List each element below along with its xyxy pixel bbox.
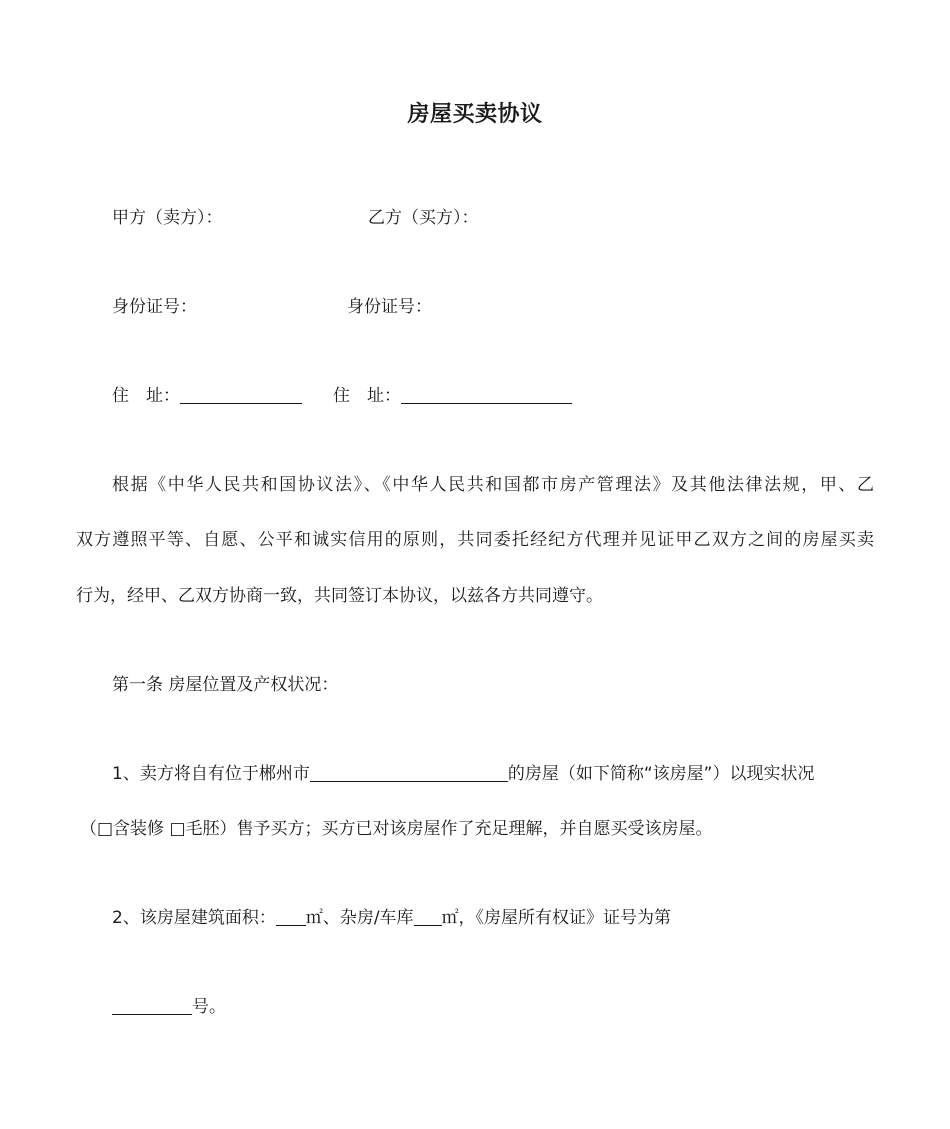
item-1-prefix: 1、卖方将自有位于郴州市 <box>112 764 310 784</box>
item-2-line-2-suffix: 号。 <box>192 997 226 1017</box>
item-1-suffix: 的房屋（如下简称“该房屋”）以现实状况 <box>507 764 815 784</box>
item-2-line-1 <box>112 907 671 929</box>
address-row-a <box>112 385 302 407</box>
item-2-line-2 <box>112 996 226 1018</box>
intro-paragraph-line-1: 根据《中华人民共和国协议法》、《中华人民共和国都市房产管理法》及其他法律法规，甲、乙 <box>112 475 874 495</box>
article-1-heading: 第一条 房屋位置及产权状况： <box>112 675 339 695</box>
item-1-line-2: （□含装修 □毛胚）售予买方；买方已对该房屋作了充足理解，并自愿买受该房屋。 <box>80 819 713 839</box>
item-2-unit-1: ㎡、杂房/车库 <box>305 908 414 928</box>
id-number-label-b: 身份证号： <box>347 297 432 317</box>
address-blank-a[interactable] <box>180 387 302 404</box>
intro-paragraph-line-3: 行为，经甲、乙双方协商一致，共同签订本协议，以兹各方共同遵守。 <box>76 586 603 606</box>
party-b-label: 乙方（买方）： <box>368 208 479 228</box>
id-number-label-a: 身份证号： <box>112 297 197 317</box>
item-2-prefix: 2、该房屋建筑面积： <box>112 908 276 928</box>
address-blank-b[interactable] <box>401 387 572 404</box>
document-title: 房屋买卖协议 <box>407 102 543 127</box>
item-1-line-1 <box>112 763 814 785</box>
certificate-number-blank[interactable] <box>112 998 192 1015</box>
address-label-b: 住 址： <box>333 386 401 406</box>
address-label-a: 住 址： <box>112 386 180 406</box>
address-row-b <box>333 385 572 407</box>
house-location-blank[interactable] <box>310 765 508 782</box>
intro-paragraph-line-2: 双方遵照平等、自愿、公平和诚实信用的原则，共同委托经纪方代理并见证甲乙双方之间的房屋买卖 <box>76 530 874 550</box>
party-a-label: 甲方（卖方）： <box>112 208 223 228</box>
garage-area-blank[interactable] <box>414 909 442 926</box>
floor-area-blank[interactable] <box>276 909 306 926</box>
item-2-unit-2: ㎡，《房屋所有权证》证号为第 <box>441 908 672 928</box>
